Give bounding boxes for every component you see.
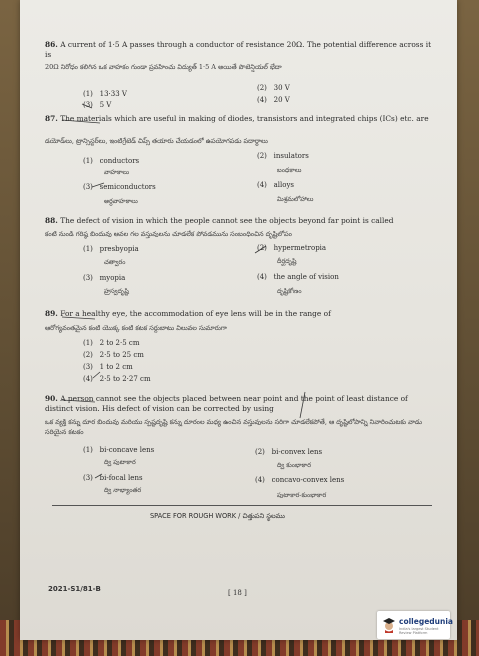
option-4-te: దృష్టికోణం — [277, 288, 302, 295]
option-4[interactable]: (4) 20 V — [257, 96, 290, 104]
option-3-te: ద్వి నాభ్యాంతర — [104, 487, 142, 494]
pen-tick-90 — [95, 474, 102, 478]
question-text-en: A person cannot see the objects placed between near point and the point of least distance of distinct vision. His defect of vision can be corrected by using — [45, 394, 408, 413]
question-number: 88. — [45, 216, 58, 225]
option-3[interactable]: (3) myopia — [83, 274, 126, 282]
pen-underline-89 — [62, 317, 95, 319]
logo-name: collegedunia — [399, 617, 453, 626]
pen-mark-90 — [300, 392, 305, 418]
pen-tick-87 — [92, 183, 104, 187]
watermark-logo — [377, 611, 453, 639]
question-number: 89. — [45, 309, 58, 318]
option-1[interactable]: (1) 13·33 V — [83, 90, 127, 98]
option-1[interactable]: (1) presbyopia — [83, 245, 139, 253]
question-text-en: For a healthy eye, the accommodation of eye lens will be in the range of — [60, 309, 331, 318]
option-2-te: దీర్ఘదృష్టి — [277, 258, 297, 265]
logo-tagline: India's largest Student Review Platform — [399, 627, 439, 635]
option-4[interactable]: (4) the angle of vision — [257, 273, 339, 281]
question-text-te: కంటి నుండి గరిష్ఠ బిందువు ఆవల గల వస్తువులను చూడలేక పోవడమును సంబంధించిన దృష్టిలోపం — [45, 230, 292, 238]
option-1-te: చత్వారం — [104, 259, 126, 266]
question-text-en: The defect of vision in which the people cannot see the objects beyond far point is called — [60, 216, 394, 225]
pen-underline-87 — [62, 120, 100, 123]
graduate-icon — [382, 617, 396, 633]
option-3-te: హ్రస్వదృష్టి — [104, 288, 129, 295]
option-1[interactable]: (1) conductors — [83, 157, 140, 165]
option-1-te: వాహకాలు — [104, 169, 130, 176]
option-2[interactable]: (2) 30 V — [257, 84, 290, 92]
option-1[interactable]: (1) bi-concave lens — [83, 446, 155, 454]
option-1-te: ద్వి పుటాకార — [104, 459, 136, 466]
option-3[interactable]: (3) bi-focal lens — [83, 474, 143, 482]
question-text-en: A current of 1·5 A passes through a conductor of resistance 20Ω. The potential difference across it is — [45, 40, 432, 59]
question-text-te: ఒక వ్యక్తి కన్ను దూర బిందువు మరియు స్పష్టదృష్టి కన్ను దూరంల మధ్య ఉంచిన వస్తువులను సరిగా చూడలేకపోతే, ఆ దృష్టిలోపాన్ని నివారించుటకు వాడు సరియైన కటకం — [45, 418, 422, 436]
pen-tick-86 — [82, 104, 92, 108]
option-4-te: పుటాకార-కుంభాకార — [277, 492, 327, 499]
question-text-en: The materials which are useful in making of diodes, transistors and integrated chips (ICs) etc. are — [60, 114, 429, 123]
option-2[interactable]: (2) 2·5 to 25 cm — [83, 351, 144, 359]
option-1[interactable]: (1) 2 to 2·5 cm — [83, 339, 140, 347]
option-4-te: మిశ్రమలోహాలు — [277, 196, 314, 203]
question-number: 90. — [45, 394, 58, 403]
option-3-te: అర్ధవాహకాలు — [104, 198, 138, 205]
paper-code: 2021-S1/81-B — [48, 585, 101, 593]
pen-tick-89 — [93, 372, 100, 378]
rough-work-label: SPACE FOR ROUGH WORK / చిత్తుపని స్థలము — [150, 512, 285, 520]
option-2-te: ద్వి కుంభాకార — [277, 462, 311, 469]
option-3[interactable]: (3) 1 to 2 cm — [83, 363, 133, 371]
option-2[interactable]: (2) bi-convex lens — [255, 448, 323, 456]
question-text-te: 20Ω నిరోధం కలిగిన ఒక వాహకం గుండా ప్రవహించు విద్యుత్ 1·5 A అయితే పొటెన్షియల్ భేదా — [45, 63, 282, 71]
page-number: [ 18 ] — [228, 589, 247, 597]
option-4[interactable]: (4) 2·5 to 2·27 cm — [83, 375, 151, 383]
option-4[interactable]: (4) alloys — [257, 181, 295, 189]
option-2[interactable]: (2) hypermetropia — [257, 244, 327, 252]
question-number: 86. — [45, 40, 58, 49]
option-2-te: బంధకాలు — [277, 167, 302, 174]
option-4[interactable]: (4) concavo-convex lens — [255, 476, 345, 484]
pen-underline-90 — [62, 400, 95, 402]
question-number: 87. — [45, 114, 58, 123]
question-text-te: డయోడ్‌లు, ట్రాన్సిస్టర్‌లు, ఇంటిగ్రేటెడ్ చిప్స్ తయారు చేయడంలో ఉపయోగపడు పదార్థాలు — [45, 137, 268, 145]
option-2[interactable]: (2) insulators — [257, 152, 309, 160]
option-3[interactable]: (3) semiconductors — [83, 183, 156, 191]
option-3[interactable]: (3) 5 V — [83, 101, 112, 109]
pen-tick-88 — [255, 246, 266, 253]
question-text-te: ఆరోగ్యవంతమైన కంటి యొక్క కంటి కటక సర్దుబాటు విలువల సుమారుగా — [45, 324, 227, 332]
